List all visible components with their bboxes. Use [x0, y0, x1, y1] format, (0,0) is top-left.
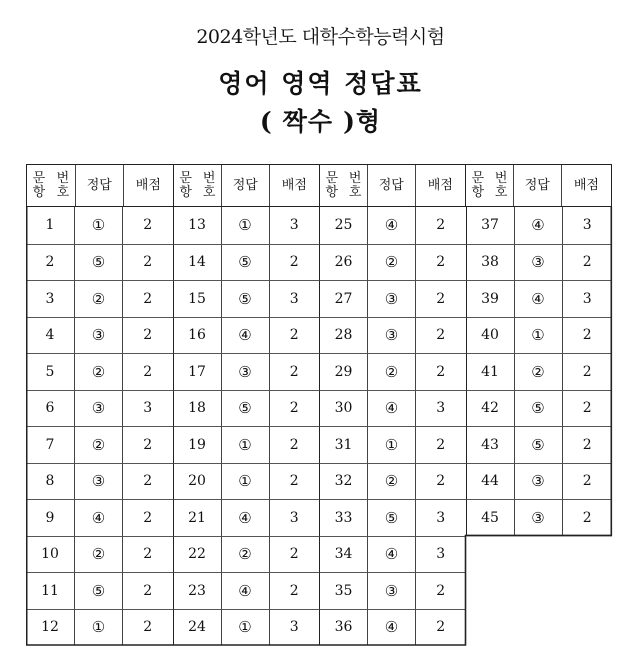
question-number: 23 — [173, 572, 221, 609]
subject-title: 영어 영역 정답표 — [218, 69, 423, 98]
question-number: 30 — [319, 390, 367, 427]
empty-cell — [514, 609, 562, 646]
header-number-line1: 문항 — [32, 170, 46, 200]
answer-value: ④ — [367, 536, 415, 573]
table-row — [26, 390, 612, 427]
score-value: 2 — [562, 353, 613, 390]
answer-value: ④ — [74, 499, 122, 536]
question-number: 34 — [319, 536, 367, 573]
question-number: 24 — [173, 609, 221, 646]
header-answer: 정답 — [367, 165, 415, 206]
answer-value: ⑤ — [74, 572, 122, 609]
answer-value: ② — [74, 353, 122, 390]
score-value: 2 — [122, 280, 173, 317]
question-number: 19 — [173, 426, 221, 463]
question-number: 36 — [319, 609, 367, 646]
answer-value: ② — [514, 353, 562, 390]
score-value: 2 — [122, 499, 173, 536]
score-value: 2 — [122, 244, 173, 281]
answer-value: ⑤ — [221, 244, 269, 281]
score-value: 3 — [122, 390, 173, 427]
header-number-line2: 번호 — [494, 170, 508, 200]
question-number: 7 — [26, 426, 74, 463]
score-value: 2 — [415, 609, 466, 646]
score-value: 2 — [269, 426, 320, 463]
question-number: 11 — [26, 572, 74, 609]
score-value: 2 — [562, 244, 613, 281]
score-value: 3 — [562, 280, 613, 317]
answer-value: ③ — [514, 463, 562, 500]
question-number: 12 — [26, 609, 74, 646]
table-header — [26, 164, 612, 207]
question-number: 14 — [173, 244, 221, 281]
answer-table — [26, 164, 612, 645]
answer-value: ① — [367, 426, 415, 463]
table-row — [26, 244, 612, 281]
header-score: 배점 — [415, 165, 465, 206]
question-number: 8 — [26, 463, 74, 500]
form-type-open: ( — [259, 107, 273, 136]
header-number-line2: 번호 — [348, 170, 362, 200]
form-type-value: 짝수 — [282, 107, 334, 136]
score-value: 3 — [415, 536, 466, 573]
answer-value: ① — [221, 609, 269, 646]
answer-value: ③ — [74, 390, 122, 427]
table-row — [26, 353, 612, 390]
score-value: 2 — [415, 244, 466, 281]
answer-value: ④ — [514, 207, 562, 244]
header-number-line1: 문항 — [471, 170, 485, 200]
score-value: 2 — [415, 426, 466, 463]
table-row — [26, 317, 612, 354]
score-value: 3 — [269, 207, 320, 244]
question-number: 26 — [319, 244, 367, 281]
question-number: 27 — [319, 280, 367, 317]
score-value: 2 — [122, 317, 173, 354]
score-value: 2 — [122, 463, 173, 500]
table-row — [26, 499, 612, 536]
question-number: 4 — [26, 317, 74, 354]
answer-value: ② — [74, 536, 122, 573]
table-row — [26, 280, 612, 317]
header-number-line2: 번호 — [56, 170, 70, 200]
answer-value: ① — [514, 317, 562, 354]
header-answer: 정답 — [513, 165, 561, 206]
form-type-close: )형 — [343, 107, 382, 136]
answer-value: ⑤ — [221, 390, 269, 427]
empty-cell — [514, 572, 562, 609]
empty-cell — [466, 572, 514, 609]
question-number: 31 — [319, 426, 367, 463]
empty-cell — [466, 536, 514, 573]
header-score: 배점 — [269, 165, 319, 206]
header-number — [465, 165, 513, 206]
table-row — [26, 609, 612, 646]
question-number: 37 — [466, 207, 514, 244]
answer-value: ③ — [221, 353, 269, 390]
answer-value: ① — [221, 426, 269, 463]
question-number: 6 — [26, 390, 74, 427]
answer-value: ③ — [367, 317, 415, 354]
answer-value: ① — [221, 463, 269, 500]
header-number-line1: 문항 — [179, 170, 192, 200]
answer-value: ③ — [367, 572, 415, 609]
score-value: 2 — [415, 572, 466, 609]
answer-value: ⑤ — [221, 280, 269, 317]
question-number: 35 — [319, 572, 367, 609]
question-number: 39 — [466, 280, 514, 317]
answer-value: ① — [221, 207, 269, 244]
score-value: 2 — [269, 390, 320, 427]
answer-value: ④ — [221, 572, 269, 609]
score-value: 2 — [415, 353, 466, 390]
answer-value: ② — [74, 426, 122, 463]
empty-cell — [562, 536, 613, 573]
score-value: 2 — [122, 609, 173, 646]
score-value: 3 — [269, 280, 320, 317]
score-value: 2 — [269, 572, 320, 609]
score-value: 2 — [415, 317, 466, 354]
question-number: 17 — [173, 353, 221, 390]
score-value: 2 — [562, 317, 613, 354]
score-value: 2 — [122, 353, 173, 390]
question-number: 20 — [173, 463, 221, 500]
header-score: 배점 — [123, 165, 173, 206]
table-row — [26, 463, 612, 500]
question-number: 38 — [466, 244, 514, 281]
answer-value: ② — [367, 244, 415, 281]
score-value: 2 — [562, 499, 613, 536]
question-number: 33 — [319, 499, 367, 536]
header-number — [319, 165, 367, 206]
question-number: 3 — [26, 280, 74, 317]
question-number: 45 — [466, 499, 514, 536]
question-number: 21 — [173, 499, 221, 536]
answer-value: ③ — [514, 244, 562, 281]
table-row — [26, 207, 612, 244]
question-number: 18 — [173, 390, 221, 427]
score-value: 2 — [415, 207, 466, 244]
score-value: 2 — [415, 280, 466, 317]
answer-value: ④ — [514, 280, 562, 317]
empty-cell — [466, 609, 514, 646]
score-value: 2 — [122, 207, 173, 244]
score-value: 3 — [269, 609, 320, 646]
score-value: 2 — [269, 463, 320, 500]
answer-value: ⑤ — [74, 244, 122, 281]
question-number: 15 — [173, 280, 221, 317]
answer-value: ③ — [74, 317, 122, 354]
answer-value: ④ — [367, 609, 415, 646]
answer-value: ② — [221, 536, 269, 573]
score-value: 2 — [269, 536, 320, 573]
answer-value: ⑤ — [367, 499, 415, 536]
question-number: 1 — [45, 217, 55, 234]
question-number: 44 — [466, 463, 514, 500]
score-value: 2 — [122, 536, 173, 573]
exam-title: 2024학년도 대학수학능력시험 — [196, 26, 445, 48]
header-answer: 정답 — [75, 165, 123, 206]
header-score: 배점 — [561, 165, 611, 206]
answer-value: ① — [74, 609, 122, 646]
score-value: 3 — [415, 390, 466, 427]
score-value: 2 — [269, 244, 320, 281]
empty-cell — [514, 536, 562, 573]
answer-value: ⑤ — [514, 426, 562, 463]
score-value: 2 — [122, 572, 173, 609]
header-answer: 정답 — [221, 165, 269, 206]
answer-value: ⑤ — [514, 390, 562, 427]
answer-value: ③ — [514, 499, 562, 536]
question-number: 22 — [173, 536, 221, 573]
table-body — [26, 207, 612, 645]
question-number: 9 — [26, 499, 74, 536]
table-row — [26, 536, 612, 573]
question-number: 43 — [466, 426, 514, 463]
empty-cell — [562, 572, 613, 609]
question-number: 41 — [466, 353, 514, 390]
score-value: 2 — [269, 317, 320, 354]
score-value: 3 — [562, 207, 613, 244]
question-number: 16 — [173, 317, 221, 354]
question-number: 10 — [26, 536, 74, 573]
table-row — [26, 572, 612, 609]
answer-value: ④ — [367, 390, 415, 427]
score-value: 2 — [415, 463, 466, 500]
question-number: 5 — [26, 353, 74, 390]
score-value: 2 — [122, 426, 173, 463]
question-number: 13 — [173, 207, 221, 244]
question-number: 28 — [319, 317, 367, 354]
score-value: 3 — [415, 499, 466, 536]
score-value: 3 — [269, 499, 320, 536]
question-number: 25 — [319, 207, 367, 244]
empty-cell — [562, 609, 613, 646]
answer-value: ② — [367, 463, 415, 500]
answer-value: ③ — [367, 280, 415, 317]
header-number — [173, 165, 221, 206]
answer-value: ① — [74, 207, 122, 244]
score-value: 2 — [562, 463, 613, 500]
header-number-line1: 문항 — [325, 170, 338, 200]
answer-value: ② — [74, 280, 122, 317]
score-value: 2 — [562, 426, 613, 463]
score-value: 2 — [269, 353, 320, 390]
table-row — [26, 426, 612, 463]
question-number: 29 — [319, 353, 367, 390]
answer-value: ③ — [74, 463, 122, 500]
form-type-title — [0, 102, 641, 138]
answer-value: ④ — [221, 317, 269, 354]
question-number: 32 — [319, 463, 367, 500]
answer-value: ④ — [367, 207, 415, 244]
question-number: 42 — [466, 390, 514, 427]
header-number — [27, 165, 75, 206]
header-number-line2: 번호 — [202, 170, 216, 200]
question-number: 40 — [466, 317, 514, 354]
score-value: 2 — [562, 390, 613, 427]
question-number: 2 — [26, 244, 74, 281]
answer-value: ④ — [221, 499, 269, 536]
answer-value: ② — [367, 353, 415, 390]
